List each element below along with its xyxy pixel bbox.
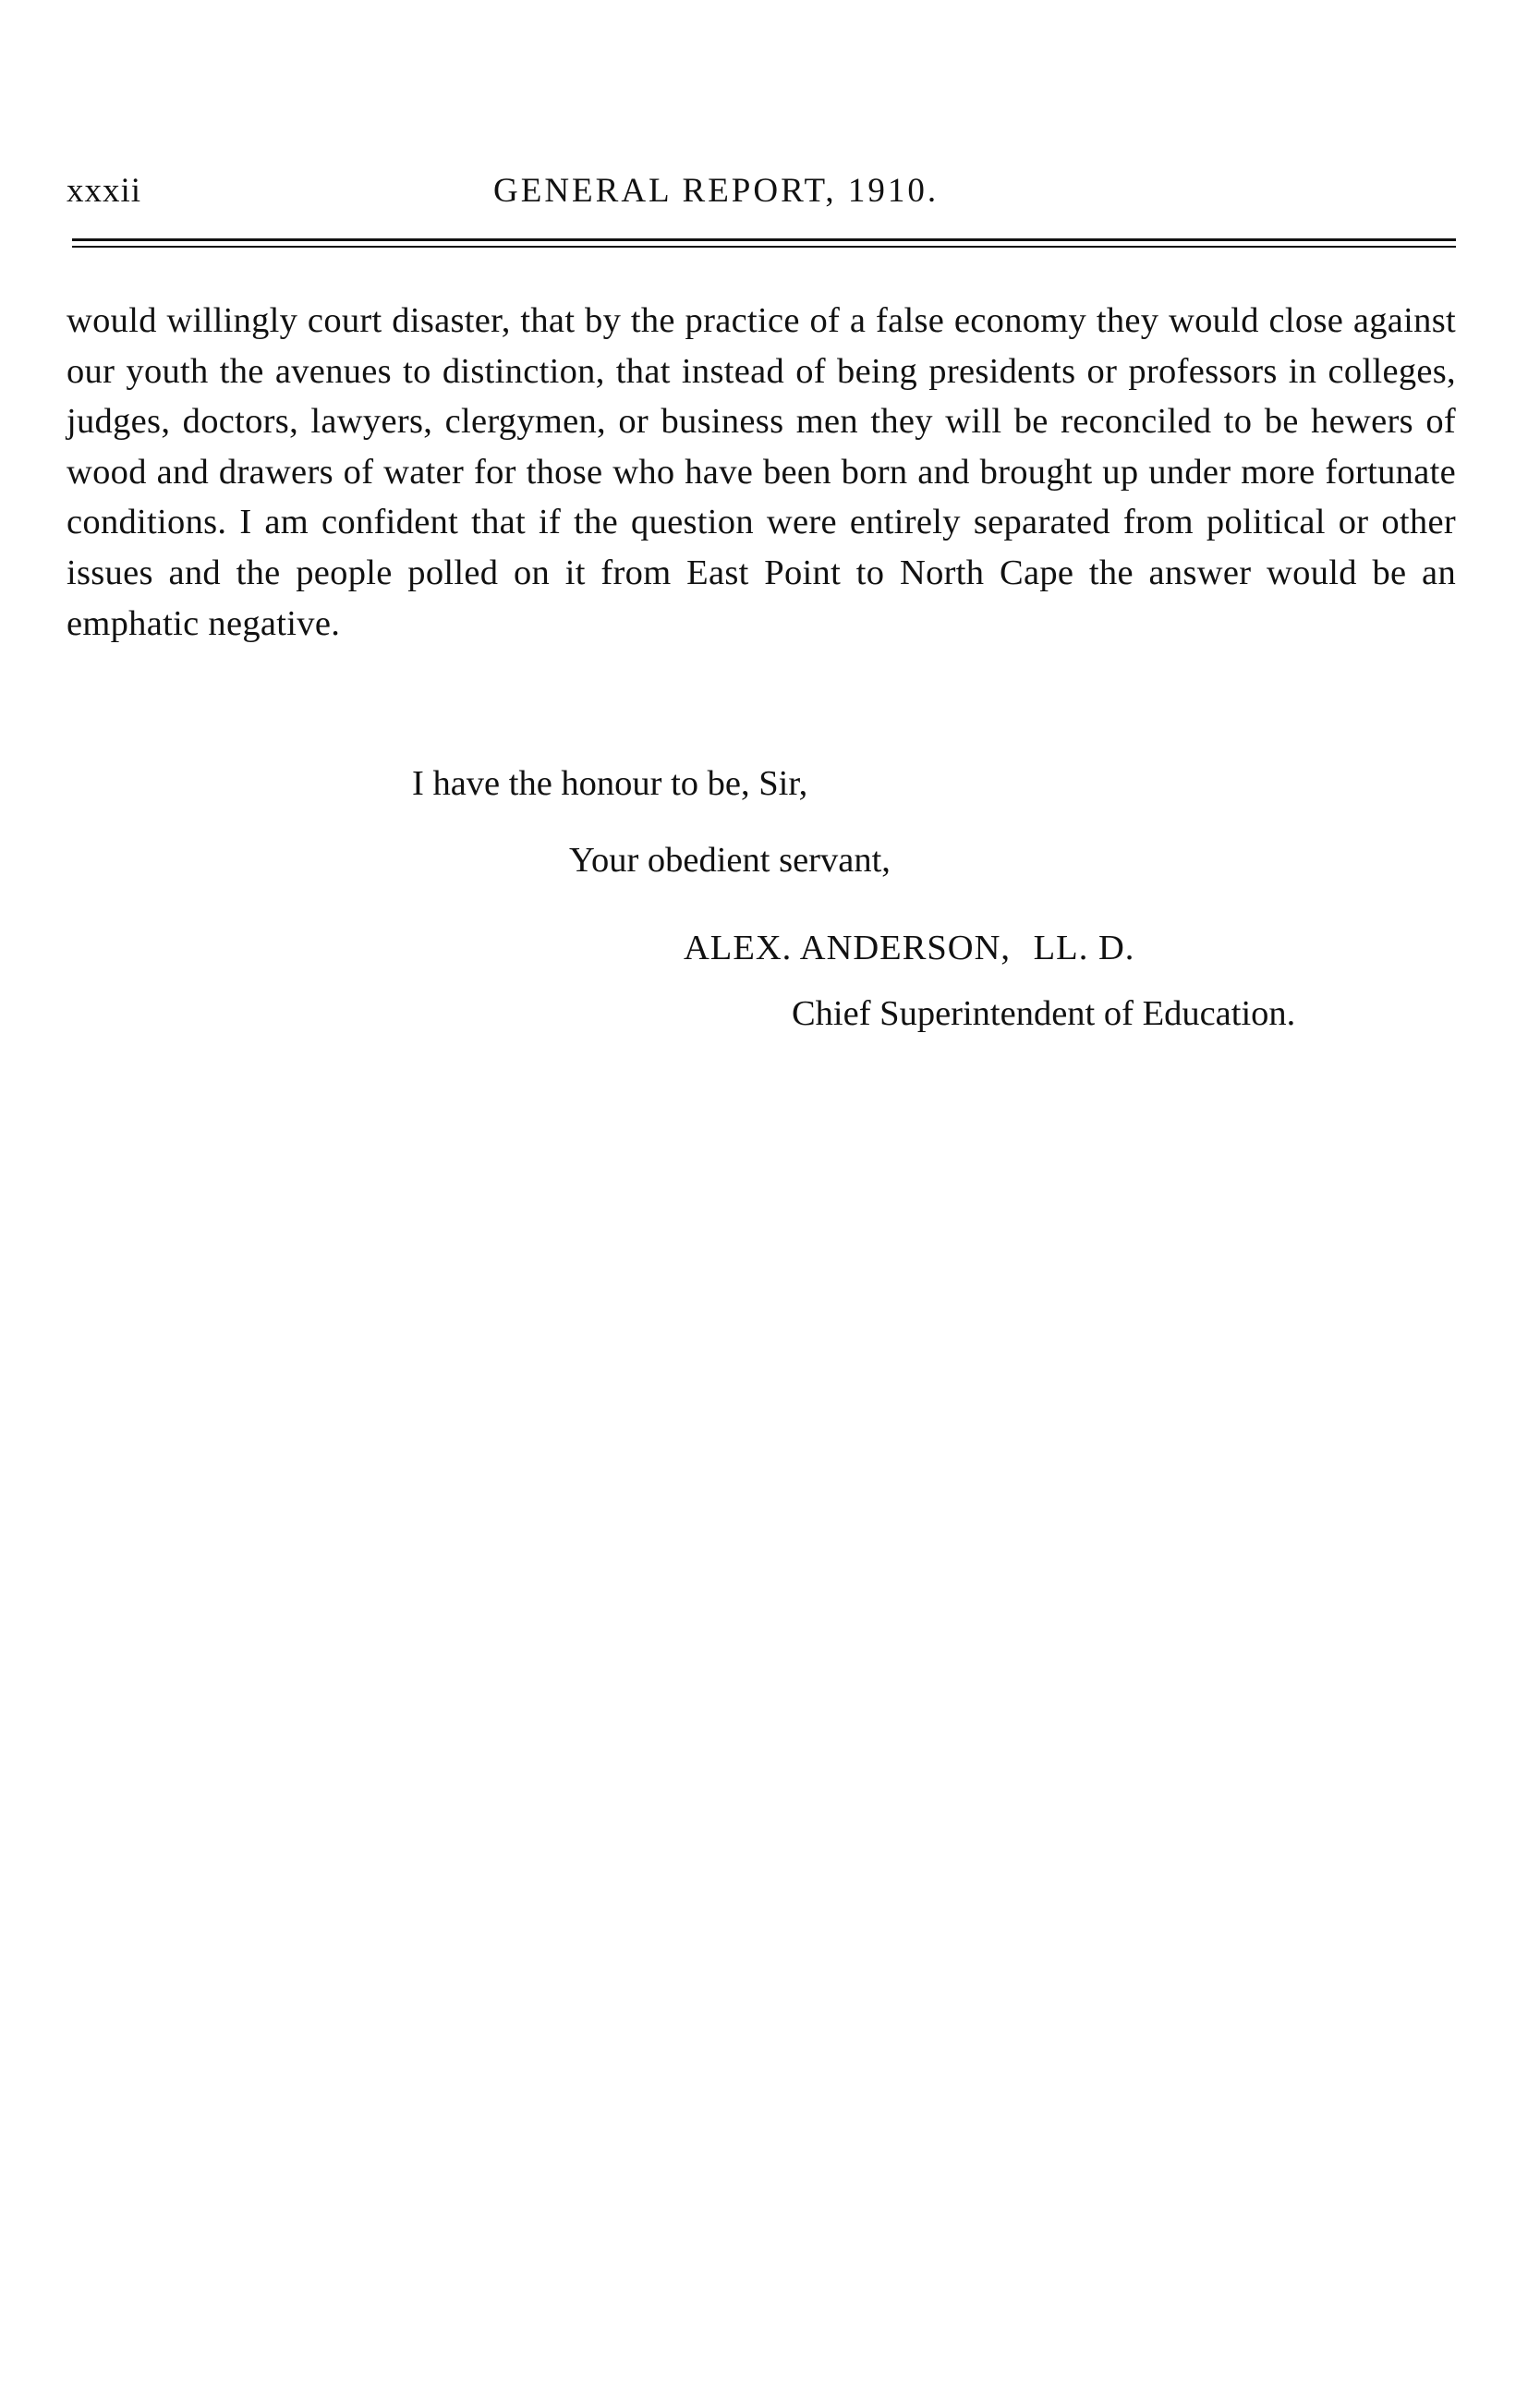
valediction: Your obedient servant, <box>569 841 891 880</box>
header-rule-thick <box>72 238 1456 241</box>
body-paragraph: would willingly court disaster, that by the practice of a false economy they would close against our youth the avenues to distinction, that instead of being presidents or professors in colleges, judges, doctors, lawyers, clergymen, or business men they will be reconciled to be hewers of wood and drawers of water for those who have been born and brought up under more fortunate conditions. I am confident that if the question were entirely separated from political or other issues and the people polled on it from East Point to North Cape the answer would be an emphatic negative. <box>67 301 1456 643</box>
signature-name: ALEX. ANDERSON, <box>684 929 1012 967</box>
signature-title: Chief Superintendent of Education. <box>792 994 1296 1033</box>
report-title: GENERAL REPORT, 1910. <box>493 172 940 210</box>
page-number: xxxii <box>67 172 142 210</box>
signature-credential: LL. D. <box>1033 929 1135 967</box>
header-rule-thin <box>72 246 1456 248</box>
closing-line: I have the honour to be, Sir, <box>412 764 808 803</box>
signature <box>684 928 1134 968</box>
running-header <box>67 171 1452 217</box>
